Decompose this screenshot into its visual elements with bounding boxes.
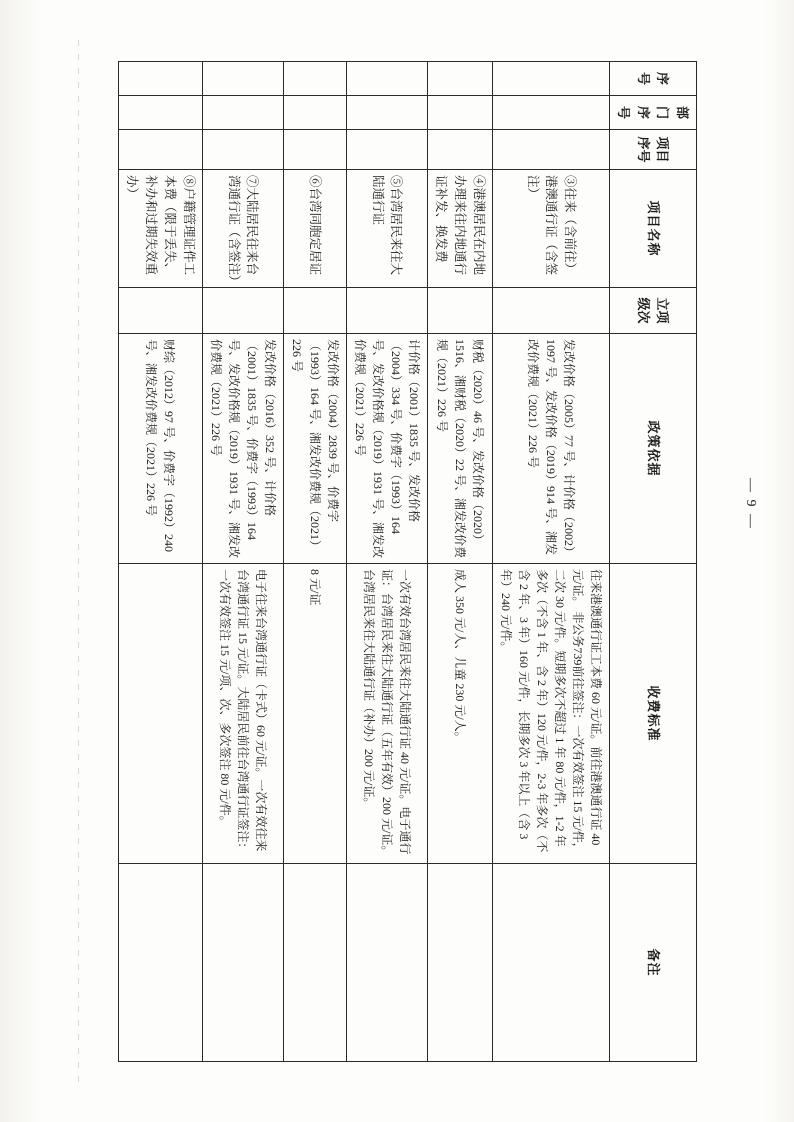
cell-seq-no	[118, 62, 202, 96]
header-seq-no-text: 序号	[636, 71, 671, 85]
table-row	[427, 62, 492, 1062]
cell-item-name: ③往来（含前往）港澳通行证（含签注）	[493, 170, 610, 288]
cell-item-name: ⑦大陆居民往来台湾通行证（含签注）	[202, 170, 283, 288]
header-remark: 备注	[610, 864, 697, 1062]
header-level-text: 立项级次	[636, 297, 671, 324]
cell-seq-no	[493, 62, 610, 96]
cell-dept-no	[118, 96, 202, 130]
cell-dept-no	[493, 96, 610, 130]
cell-fee-standard: 成人 350 元/人、儿童 230 元/人。	[427, 564, 492, 864]
cell-item-no	[427, 130, 492, 170]
cell-dept-no	[346, 96, 427, 130]
cell-remark	[202, 864, 283, 1062]
cell-dept-no	[427, 96, 492, 130]
cell-level	[202, 288, 283, 334]
page-number: — 9 —	[743, 478, 758, 530]
cell-level	[346, 288, 427, 334]
cell-seq-no	[427, 62, 492, 96]
cell-item-no	[346, 130, 427, 170]
cell-item-name: ⑤台湾居民来往大陆通行证	[346, 170, 427, 288]
cell-item-no	[202, 130, 283, 170]
table-row	[118, 62, 202, 1062]
table-row	[283, 62, 346, 1062]
cell-basis: 财综（2012）97 号、价费字（1992）240 号、湘发改价费规（2021）226 号	[118, 334, 202, 564]
cell-item-no	[118, 130, 202, 170]
cell-basis: 发改价格（2004）2839 号、价费字（1993）164 号、湘发改价费规（2021）226 号	[283, 334, 346, 564]
cell-item-name: ⑧户籍管理证件工本费（限于丢失、补办和过期失效重办）	[118, 170, 202, 288]
cell-level	[427, 288, 492, 334]
cell-fee-standard: 8 元/证	[283, 564, 346, 864]
header-item-no	[610, 130, 697, 170]
table-row	[493, 62, 610, 1062]
header-fee-standard: 收费标准	[610, 564, 697, 864]
cell-basis: 发改价格（2005）77 号、计价格（2002）1097 号、发改价格（2019）914 号、湘发改价费规（2021）226 号	[493, 334, 610, 564]
fee-schedule-table	[118, 61, 697, 1062]
cell-seq-no	[202, 62, 283, 96]
cell-fee-standard: 电子往来台湾通行证（卡式）60 元/证。一次有效往来台湾通行证 15 元/证。大陆居民前往台湾通行证签注：一次有效签注 15 元/项、次、多次签注 80 元/件。	[202, 564, 283, 864]
cell-fee-standard	[118, 564, 202, 864]
header-level	[610, 288, 697, 334]
header-seq-no	[610, 62, 697, 96]
cell-item-no	[283, 130, 346, 170]
table-body	[118, 62, 609, 1062]
header-dept-no	[610, 96, 697, 130]
cell-fee-standard: 一次有效台湾居民来往大陆通行证 40 元/证。电子通行证：台湾居民来往大陆通行证（五年有效）200 元/证。台湾居民来往大陆通行证（补办）200 元/证。	[346, 564, 427, 864]
cell-item-no	[493, 130, 610, 170]
cell-item-name: ⑥台湾同胞定居证	[283, 170, 346, 288]
cell-dept-no	[202, 96, 283, 130]
cell-remark	[493, 864, 610, 1062]
cell-basis: 发改价格（2016）352 号、计价格（2001）1835 号、价费字（1993）164 号、发改价格规（2019）1931 号、湘发改价费规（2021）226 号	[202, 334, 283, 564]
cell-seq-no	[346, 62, 427, 96]
table-header-row	[610, 62, 697, 1062]
header-item-no-text: 项目序号	[636, 136, 671, 163]
cell-basis: 计价格（2001）1835 号、发改价格（2004）334 号、价费字（1993）164 号、发改价格规（2019）1931 号、湘发改价费规（2021）226 号	[346, 334, 427, 564]
header-basis: 政策依据	[610, 334, 697, 564]
cell-level	[493, 288, 610, 334]
table-row	[202, 62, 283, 1062]
cell-remark	[427, 864, 492, 1062]
table-row	[346, 62, 427, 1062]
cell-level	[283, 288, 346, 334]
cell-dept-no	[283, 96, 346, 130]
header-dept-no-text: 部门序号	[616, 105, 690, 119]
header-item-name: 项目名称	[610, 170, 697, 288]
cell-seq-no	[283, 62, 346, 96]
cell-remark	[346, 864, 427, 1062]
cell-fee-standard: 往来港澳通行证工本费 60 元/证。前往港澳通行证 40 元/证。 非公务739前往签注：一次有效签注 15 元/件，二次 30 元/件。短期多次不超过 1 年 80 元/件，1-2 年多次（不含 1 年、含 2 年）120 元/件，2-3 年多次（不含 2 年、3 年）160 元/件，长期多次 3 年以上（含 3 年）240 元/件。	[493, 564, 610, 864]
cell-remark	[118, 864, 202, 1062]
cell-remark	[283, 864, 346, 1062]
cell-item-name: ④港澳居民在内地办理来往内地通行证补发、换发费	[427, 170, 492, 288]
cell-basis: 财税（2020）46 号、发改价格（2020）1516、湘财税（2020）22 号、湘发改价费规（2021）226 号	[427, 334, 492, 564]
cell-level	[118, 288, 202, 334]
